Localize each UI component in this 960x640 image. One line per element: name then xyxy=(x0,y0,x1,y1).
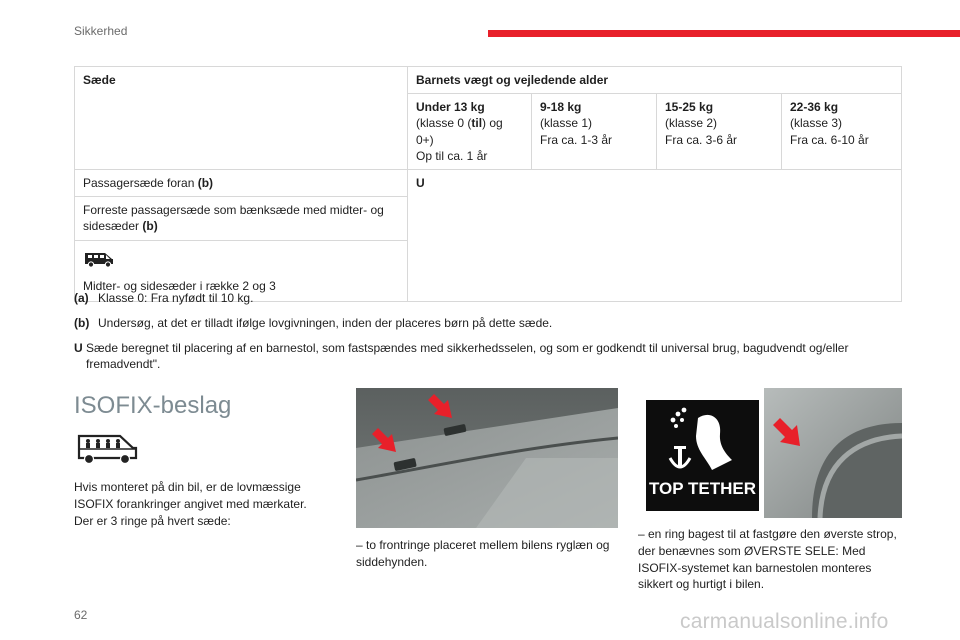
group-cell-2 xyxy=(657,94,782,170)
group-weight: 22-36 kg xyxy=(790,100,839,115)
group-class: (klasse 3) xyxy=(790,116,843,131)
seat-row-front-bench xyxy=(75,197,408,240)
value-u: U xyxy=(416,175,425,190)
group-class xyxy=(416,115,523,147)
note-key: U xyxy=(74,340,83,355)
note-b xyxy=(74,315,904,332)
note-u xyxy=(74,340,904,374)
isofix-caption-front-rings: – to frontringe placeret mellem bilens ryglæn og siddehynden. xyxy=(356,538,610,569)
watermark: carmanualsonline.info xyxy=(680,610,889,633)
group-cell-3 xyxy=(782,94,902,170)
group-age: Fra ca. 1-3 år xyxy=(540,132,613,147)
seat-note: (b) xyxy=(142,219,158,234)
group-age: Fra ca. 3-6 år xyxy=(665,132,738,147)
table-header-seat xyxy=(75,67,408,170)
table-notes xyxy=(74,290,904,373)
header-weight-label: Barnets vægt og vejledende alder xyxy=(416,73,609,87)
note-key: (b) xyxy=(74,315,90,330)
isofix-intro: Hvis monteret på din bil, er de lovmæssige ISOFIX forankringer angivet med mærkater. Der er 3 ringe på hvert sæde: xyxy=(74,480,307,528)
page-number: 62 xyxy=(74,608,88,622)
seat-label: Forreste passagersæde som bænksæde med midter- og sidesæder xyxy=(83,203,384,234)
group-class-bold: til xyxy=(471,116,483,131)
seat-label: Passagersæde foran xyxy=(83,175,198,190)
group-class: (klasse 2) xyxy=(665,116,718,131)
header-section-title: Sikkerhed xyxy=(74,24,128,38)
note-key: (a) xyxy=(74,291,89,305)
value-cell xyxy=(408,169,902,301)
header-seat-label: Sæde xyxy=(83,73,116,87)
group-class-post: ) og 0+) xyxy=(416,116,503,147)
note-text: Sæde beregnet til placering af en barnestol, som fastspændes med sikkerhedsselen, og som er godkendt til universal brug, bagudvendt og/eller fremadvendt". xyxy=(82,340,849,372)
seat-note: (b) xyxy=(197,175,214,190)
table-header-weight xyxy=(408,67,902,94)
isofix-title: ISOFIX-beslag xyxy=(74,392,232,419)
note-text: Klasse 0: Fra nyfødt til 10 kg. xyxy=(98,291,254,305)
header-accent-bar xyxy=(488,30,960,37)
seat-anchor-photo xyxy=(356,388,618,528)
seat-label: Midter- og sidesæder i række 2 og 3 xyxy=(83,278,276,293)
note-a xyxy=(74,290,904,307)
top-tether-photo xyxy=(640,388,902,518)
van-passengers-icon xyxy=(76,432,140,466)
top-tether-label: TOP TETHER xyxy=(648,479,757,498)
group-cell-1 xyxy=(532,94,657,170)
seat-row-front-passenger xyxy=(75,169,408,196)
group-class: (klasse 1) xyxy=(540,116,593,131)
group-class-pre: (klasse 0 ( xyxy=(416,116,472,131)
group-weight: 9-18 kg xyxy=(540,100,582,115)
van-icon xyxy=(83,250,115,268)
group-weight: Under 13 kg xyxy=(416,100,485,115)
group-cell-0 xyxy=(408,94,532,170)
group-age: Fra ca. 6-10 år xyxy=(790,132,869,147)
isofix-caption-top-tether: – en ring bagest til at fastgøre den øverste strop, der benævnes som ØVERSTE SELE: Med ISOFIX-systemet kan barnestolen monteres sikkert og hurtigt i bilen. xyxy=(638,527,897,592)
group-age: Op til ca. 1 år xyxy=(416,148,488,163)
child-seat-table xyxy=(74,66,902,302)
note-text: Undersøg, at det er tilladt ifølge lovgivningen, inden der placeres børn på dette sæde. xyxy=(98,315,553,330)
group-weight: 15-25 kg xyxy=(665,100,714,115)
